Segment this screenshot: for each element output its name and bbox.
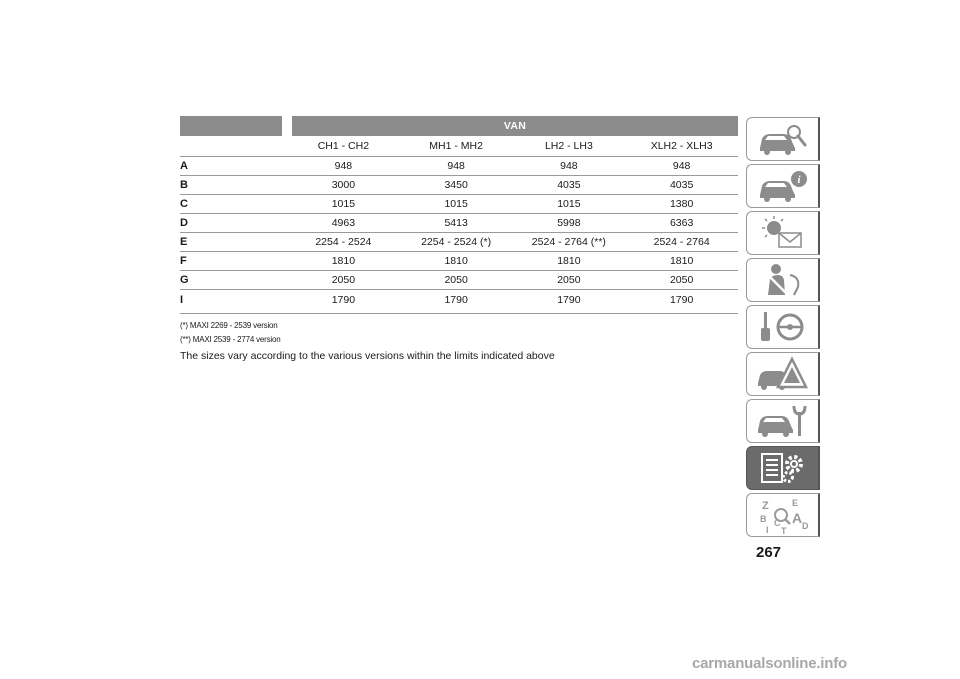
row-label: I — [180, 290, 287, 314]
table-row — [180, 157, 738, 176]
table-cell: 1790 — [400, 290, 513, 314]
footnote: (*) MAXI 2269 - 2539 version — [180, 321, 278, 330]
chapter-tab-safety[interactable] — [746, 258, 820, 302]
alphabetical-index-icon — [752, 496, 814, 534]
table-cell: 948 — [287, 157, 400, 176]
row-label: D — [180, 214, 287, 233]
table-row — [180, 290, 738, 314]
svg-text:A: A — [791, 510, 802, 526]
warning-light-message-icon — [752, 214, 814, 252]
svg-text:C: C — [773, 518, 780, 528]
table-row — [180, 271, 738, 290]
column-header: XLH2 - XLH3 — [625, 136, 738, 157]
table-cell: 1790 — [513, 290, 626, 314]
table-cell: 1790 — [287, 290, 400, 314]
car-info-icon — [752, 167, 814, 205]
table-row — [180, 195, 738, 214]
column-header: MH1 - MH2 — [400, 136, 513, 157]
breakdown-warning-icon — [752, 355, 814, 393]
header-blank-cell — [180, 116, 287, 136]
table-row — [180, 214, 738, 233]
row-label: C — [180, 195, 287, 214]
chapter-tab-maintenance[interactable] — [746, 399, 820, 443]
table-cell: 2254 - 2524 (*) — [400, 233, 513, 252]
table-row — [180, 233, 738, 252]
dimensions-table — [180, 116, 738, 314]
row-label: G — [180, 271, 287, 290]
car-search-icon — [752, 120, 814, 158]
table-cell: 948 — [400, 157, 513, 176]
car-maintenance-icon — [752, 402, 814, 440]
key-steering-wheel-icon — [752, 308, 814, 346]
table-cell: 2050 — [625, 271, 738, 290]
table-cell: 2050 — [287, 271, 400, 290]
table-cell: 1810 — [513, 252, 626, 271]
svg-text:i: i — [796, 174, 801, 186]
row-label: F — [180, 252, 287, 271]
table-row — [180, 176, 738, 195]
chapter-tab-starting-driving[interactable] — [746, 305, 820, 349]
table-cell: 2254 - 2524 — [287, 233, 400, 252]
table-cell: 2524 - 2764 (**) — [513, 233, 626, 252]
technical-specs-icon — [752, 449, 814, 487]
svg-text:I: I — [765, 525, 769, 534]
table-cell: 1015 — [287, 195, 400, 214]
table-cell: 6363 — [625, 214, 738, 233]
van-group-header: VAN — [287, 116, 738, 136]
table-cell: 5413 — [400, 214, 513, 233]
table-cell: 3000 — [287, 176, 400, 195]
table-cell: 2524 - 2764 — [625, 233, 738, 252]
page-number: 267 — [756, 544, 782, 561]
table-cell: 4035 — [513, 176, 626, 195]
column-header: CH1 - CH2 — [287, 136, 400, 157]
column-header-empty — [180, 136, 287, 157]
row-label: B — [180, 176, 287, 195]
table-cell: 2050 — [513, 271, 626, 290]
table-cell: 1810 — [400, 252, 513, 271]
table-cell: 2050 — [400, 271, 513, 290]
table-cell: 1015 — [513, 195, 626, 214]
table-cell: 4035 — [625, 176, 738, 195]
table-cell: 1015 — [400, 195, 513, 214]
svg-text:B: B — [759, 514, 766, 524]
chapter-tab-technical-specifications[interactable] — [746, 446, 820, 490]
chapter-tab-car-info[interactable] — [746, 164, 820, 208]
watermark: carmanualsonline.info — [692, 655, 847, 672]
table-cell: 5998 — [513, 214, 626, 233]
column-header-row — [180, 136, 738, 157]
sizes-note: The sizes vary according to the various versions within the limits indicated above — [180, 350, 555, 362]
svg-text:E: E — [791, 498, 798, 508]
column-header: LH2 - LH3 — [513, 136, 626, 157]
table-cell: 1810 — [625, 252, 738, 271]
table-cell: 948 — [625, 157, 738, 176]
airbag-seatbelt-icon — [752, 261, 814, 299]
footnote: (**) MAXI 2539 - 2774 version — [180, 335, 281, 344]
table-cell: 1790 — [625, 290, 738, 314]
table-cell: 3450 — [400, 176, 513, 195]
table-row — [180, 252, 738, 271]
chapter-tab-car-search[interactable] — [746, 117, 820, 161]
svg-text:T: T — [780, 526, 786, 534]
svg-text:Z: Z — [761, 500, 769, 512]
chapter-nav — [746, 117, 820, 540]
table-cell: 4963 — [287, 214, 400, 233]
row-label: E — [180, 233, 287, 252]
table-cell: 1810 — [287, 252, 400, 271]
chapter-tab-warning-lights[interactable] — [746, 211, 820, 255]
chapter-tab-emergency[interactable] — [746, 352, 820, 396]
table-cell: 1380 — [625, 195, 738, 214]
table-cell: 948 — [513, 157, 626, 176]
chapter-tab-index[interactable] — [746, 493, 820, 537]
svg-text:D: D — [801, 521, 808, 531]
row-label: A — [180, 157, 287, 176]
